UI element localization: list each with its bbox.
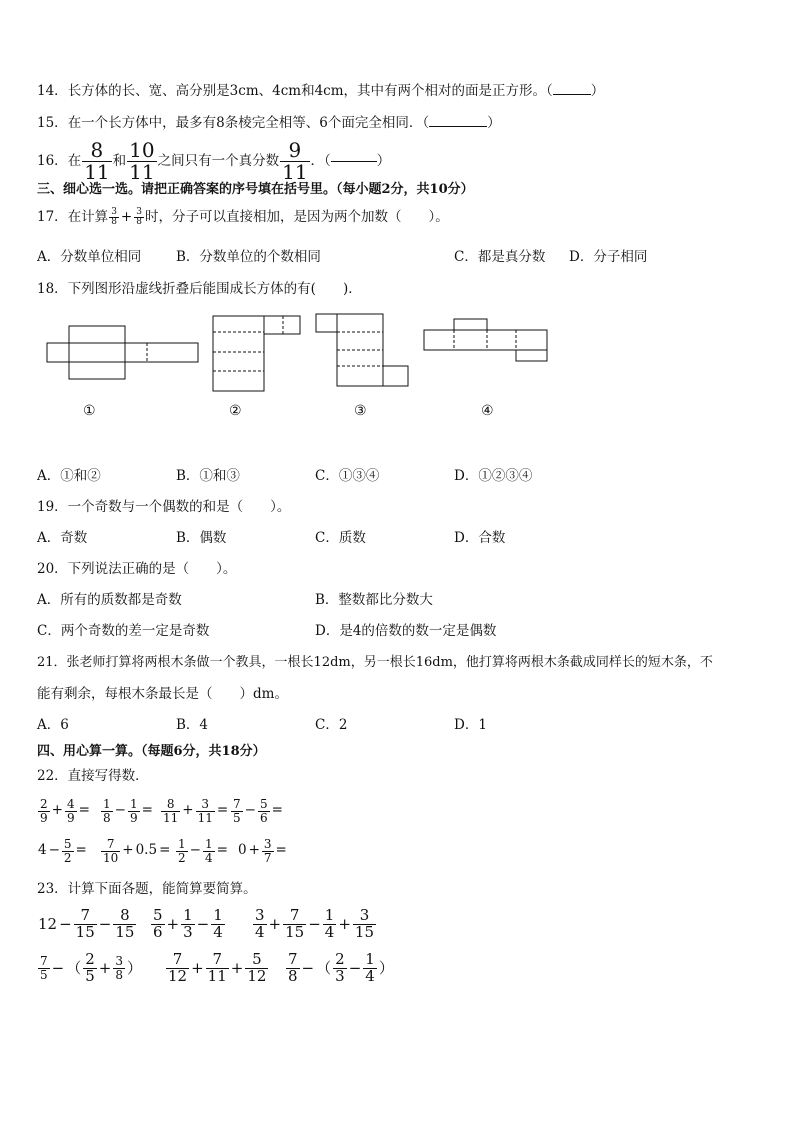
fraction-numerator: 2 (40, 797, 48, 811)
q20-option-d[interactable]: D．是4的倍数的数一定是偶数 (315, 623, 497, 639)
math-symbol: （ (316, 958, 332, 977)
q19-option-c[interactable]: C．质数 (315, 530, 366, 546)
question-14: 14．长方体的长、宽、高分别是3cm、4cm和4cm，其中有两个相对的面是正方形。（ ） (37, 83, 605, 99)
q19-option-a[interactable]: A．奇数 (37, 530, 88, 546)
fraction-numerator: 7 (288, 950, 298, 968)
math-symbol: − (244, 802, 256, 819)
q23-expr-2 (150, 908, 226, 941)
fraction (283, 908, 306, 941)
q23-expr-1 (37, 908, 137, 941)
fraction-denominator: 11 (84, 160, 110, 184)
fraction-numerator: 2 (335, 950, 345, 968)
q19-option-d[interactable]: D．合数 (454, 530, 506, 546)
q20-option-c[interactable]: C．两个奇数的差一定是奇数 (37, 623, 210, 639)
fraction (113, 955, 125, 981)
math-symbol: − (114, 802, 126, 819)
q15-answer-blank[interactable] (429, 126, 487, 127)
fraction (151, 908, 165, 941)
question-16: 16．在 $\frac{8}{11}$ 和 $\frac{10}{11}$ 之间只有一个真分数 $\frac{9}{11}$ ．（ ） (37, 138, 391, 184)
q17-option-a[interactable]: A．分数单位相同 (37, 249, 142, 265)
math-symbol: + (248, 842, 260, 859)
q18-option-b[interactable]: B．①和③ (176, 468, 240, 484)
fraction-denominator: 5 (85, 966, 95, 985)
net-2 (213, 316, 300, 391)
fraction (286, 952, 300, 985)
fraction-denominator: 8 (115, 967, 123, 982)
fraction (161, 798, 180, 824)
q22-expr-5 (37, 838, 88, 864)
fraction (258, 798, 270, 824)
fraction-numerator: 3 (359, 906, 370, 924)
fraction-denominator: 5 (233, 810, 241, 825)
fraction-numerator: 7 (233, 797, 241, 811)
fraction-numerator: 5 (63, 837, 72, 851)
fraction-denominator: 11 (129, 160, 155, 184)
fraction (38, 955, 50, 981)
math-symbol: + (120, 209, 133, 226)
math-symbol: = (216, 802, 229, 819)
net-4 (424, 319, 547, 361)
question-15: 15．在一个长方体中，最多有8条棱完全相等、6个面完全相同．（ ） (37, 115, 501, 131)
fraction-denominator: 3 (183, 922, 193, 941)
fraction (166, 952, 189, 985)
fraction (101, 798, 113, 824)
math-symbol: − (348, 958, 362, 977)
fraction (196, 798, 215, 824)
fraction-numerator: 3 (136, 207, 142, 217)
math-symbol: + (338, 914, 351, 933)
net-label-3: ③ (354, 403, 367, 419)
fraction-denominator: 8 (111, 217, 117, 228)
fraction-numerator: 8 (166, 797, 175, 811)
math-symbol: − (196, 914, 210, 933)
question-19: 19．一个奇数与一个偶数的和是（ ）。 (37, 499, 291, 515)
net-label-1: ① (83, 403, 96, 419)
fraction (127, 140, 156, 183)
fraction-denominator: 11 (197, 810, 213, 825)
q18-option-d[interactable]: D．①②③④ (454, 468, 533, 484)
fraction-denominator: 6 (259, 810, 268, 825)
math-symbol: 0.5 (135, 842, 158, 859)
fraction-denominator: 4 (213, 922, 223, 941)
fraction-numerator: 10 (129, 138, 155, 162)
q22-expr-3 (160, 798, 229, 824)
fraction (333, 952, 347, 985)
question-18: 18．下列图形沿虚线折叠后能围成长方体的有( )． (37, 281, 362, 297)
fraction (253, 908, 267, 941)
question-17: 17．在计算 $\frac{3}{8}$ + $\frac{3}{8}$ 时，分子可以直接相加，是因为两个加数（ ）。 (37, 207, 449, 228)
fraction-denominator: 9 (129, 810, 138, 825)
fraction-numerator: 8 (120, 906, 130, 924)
math-symbol: 12 (38, 914, 58, 933)
net-label-2: ② (229, 403, 242, 419)
fraction-denominator: 12 (168, 966, 188, 985)
q22-expr-8 (237, 838, 288, 864)
fraction-numerator: 1 (178, 837, 186, 851)
fraction-denominator: 8 (288, 966, 298, 985)
q20-option-a[interactable]: A．所有的质数都是奇数 (37, 592, 182, 608)
q20-option-b[interactable]: B．整数都比分数大 (315, 592, 433, 608)
fraction-denominator: 8 (103, 810, 111, 825)
fraction-numerator: 7 (212, 950, 222, 968)
q14-answer-blank[interactable] (553, 94, 591, 95)
math-symbol: = (271, 802, 283, 819)
q21-option-b[interactable]: B．4 (176, 717, 209, 733)
math-symbol: + (230, 958, 244, 977)
fraction (245, 952, 268, 985)
fraction-numerator: 7 (80, 906, 90, 924)
fraction (262, 838, 274, 864)
q23-expr-3 (252, 908, 377, 941)
math-symbol: − (98, 914, 112, 933)
math-symbol: − (48, 842, 60, 859)
fraction-denominator: 9 (66, 810, 75, 825)
q15-number: 15． (37, 115, 68, 131)
fraction-numerator: 1 (183, 906, 193, 924)
q22-expr-2 (100, 798, 154, 824)
q15-text: 在一个长方体中，最多有8条棱完全相等、6个面完全相同． (67, 115, 423, 131)
math-symbol: ） (378, 958, 394, 977)
q23-expr-6 (285, 952, 395, 985)
q23-expr-5 (165, 952, 269, 985)
fraction-denominator: 2 (63, 850, 72, 865)
q16-answer-blank[interactable] (331, 161, 377, 162)
q22-expr-7 (175, 838, 229, 864)
fraction-numerator: 5 (259, 797, 268, 811)
math-symbol: ） (127, 958, 143, 977)
fraction-denominator: 5 (40, 967, 48, 982)
fraction-denominator: 15 (115, 922, 135, 941)
math-symbol: = (216, 842, 228, 859)
math-symbol: + (182, 802, 194, 819)
fraction-numerator: 1 (365, 950, 375, 968)
math-symbol: + (122, 842, 134, 859)
fraction-denominator: 12 (247, 966, 267, 985)
fraction (109, 208, 119, 228)
math-symbol: + (268, 914, 282, 933)
math-symbol: − (308, 914, 321, 933)
fraction-denominator: 6 (153, 922, 163, 941)
fraction (101, 838, 120, 864)
fraction (206, 952, 229, 985)
fraction (363, 952, 377, 985)
math-symbol: 4 (38, 842, 47, 859)
q23-expr-4 (37, 952, 143, 985)
fraction (83, 952, 97, 985)
fraction (176, 838, 188, 864)
fraction-denominator: 11 (282, 160, 308, 184)
fraction (353, 908, 376, 941)
fraction (323, 908, 337, 941)
net-label-4: ④ (481, 403, 494, 419)
net-1 (47, 326, 198, 379)
math-symbol: = (159, 842, 171, 859)
fraction-denominator: 15 (75, 922, 95, 941)
q22-expr-1 (37, 798, 91, 824)
fraction-numerator: 9 (288, 138, 302, 162)
fraction-denominator: 11 (207, 966, 227, 985)
fraction (280, 140, 309, 183)
fraction-numerator: 8 (90, 138, 104, 162)
fraction-denominator: 2 (178, 850, 186, 865)
fraction-numerator: 7 (172, 950, 183, 968)
fraction (74, 908, 97, 941)
fraction-numerator: 1 (129, 797, 138, 811)
math-symbol: + (51, 802, 63, 819)
q18-option-a[interactable]: A．①和② (37, 468, 101, 484)
fraction (181, 908, 195, 941)
math-symbol: （ (66, 958, 82, 977)
fraction-denominator: 11 (163, 810, 179, 825)
fraction-denominator: 4 (365, 966, 375, 985)
fraction-numerator: 7 (40, 954, 48, 969)
fraction (203, 838, 215, 864)
math-symbol: − (59, 914, 72, 933)
fraction-numerator: 1 (103, 797, 111, 811)
fraction (82, 140, 111, 183)
math-symbol: + (191, 958, 204, 977)
fraction-numerator: 3 (115, 954, 123, 969)
fraction (211, 908, 225, 941)
fraction (134, 208, 144, 228)
fraction-denominator: 9 (40, 810, 48, 825)
fraction-numerator: 7 (289, 906, 300, 924)
q17-option-d[interactable]: D．分子相同 (569, 249, 648, 265)
fraction-numerator: 3 (255, 906, 265, 924)
q22-expr-4 (230, 798, 284, 824)
q19-option-b[interactable]: B．偶数 (176, 530, 227, 546)
fraction-denominator: 15 (354, 922, 375, 941)
fraction-numerator: 7 (106, 837, 115, 851)
question-22: 22．直接写得数． (37, 768, 149, 784)
math-symbol: − (51, 958, 65, 977)
fraction-denominator: 7 (263, 850, 272, 865)
fraction-denominator: 4 (255, 922, 265, 941)
fraction (113, 908, 136, 941)
fraction-numerator: 3 (201, 797, 210, 811)
net-3 (316, 314, 408, 386)
fraction-numerator: 3 (111, 207, 117, 217)
math-symbol: − (189, 842, 201, 859)
fraction-numerator: 1 (213, 906, 223, 924)
math-symbol: = (78, 802, 90, 819)
q21-option-d[interactable]: D．1 (454, 717, 487, 733)
fraction (128, 798, 140, 824)
math-symbol: = (141, 802, 153, 819)
fraction (62, 838, 74, 864)
question-21-line-2: 能有剩余，每根木条最长是（ ）dm。 (37, 686, 288, 702)
question-23: 23．计算下面各题，能简算要简算。 (37, 881, 257, 897)
cuboid-nets-figure (0, 308, 794, 418)
math-symbol: = (275, 842, 287, 859)
fraction (38, 798, 50, 824)
q14-number: 14． (37, 83, 68, 99)
q21-option-a[interactable]: A．6 (37, 717, 69, 733)
fraction-numerator: 4 (66, 797, 75, 811)
q14-text: 长方体的长、宽、高分别是3cm、4cm和4cm，其中有两个相对的面是正方形。 (67, 83, 547, 99)
fraction-numerator: 2 (85, 950, 95, 968)
fraction-denominator: 3 (335, 966, 345, 985)
q21-option-c[interactable]: C．2 (315, 717, 348, 733)
fraction-denominator: 8 (136, 217, 142, 228)
fraction-numerator: 3 (263, 837, 272, 851)
question-20: 20．下列说法正确的是（ ）。 (37, 561, 237, 577)
fraction-numerator: 5 (252, 950, 262, 968)
section-4-heading: 四、用心算一算。（每题6分，共18分） (37, 744, 266, 759)
fraction-numerator: 5 (153, 906, 163, 924)
fraction-numerator: 1 (324, 906, 335, 924)
math-symbol: + (98, 958, 112, 977)
math-symbol: = (75, 842, 87, 859)
q18-option-c[interactable]: C．①③④ (315, 468, 380, 484)
math-symbol: 0 (238, 842, 247, 859)
question-21-line-1: 21．张老师打算将两根木条做一个教具，一根长12dm，另一根长16dm，他打算将两根木条截成同样长的短木条，不 (37, 655, 713, 670)
q17-option-c[interactable]: C．都是真分数 (454, 249, 546, 265)
fraction-denominator: 15 (285, 922, 305, 941)
q22-expr-6 (100, 838, 171, 864)
fraction-denominator: 4 (324, 922, 335, 941)
math-symbol: + (166, 914, 180, 933)
fraction (65, 798, 77, 824)
q17-option-b[interactable]: B．分数单位的个数相同 (176, 249, 321, 265)
section-3-heading: 三、细心选一选。请把正确答案的序号填在括号里。（每小题2分，共10分） (37, 182, 474, 197)
fraction-numerator: 1 (204, 837, 213, 851)
fraction-denominator: 10 (103, 850, 119, 865)
fraction (231, 798, 243, 824)
math-symbol: − (301, 958, 315, 977)
fraction-denominator: 4 (204, 850, 213, 865)
